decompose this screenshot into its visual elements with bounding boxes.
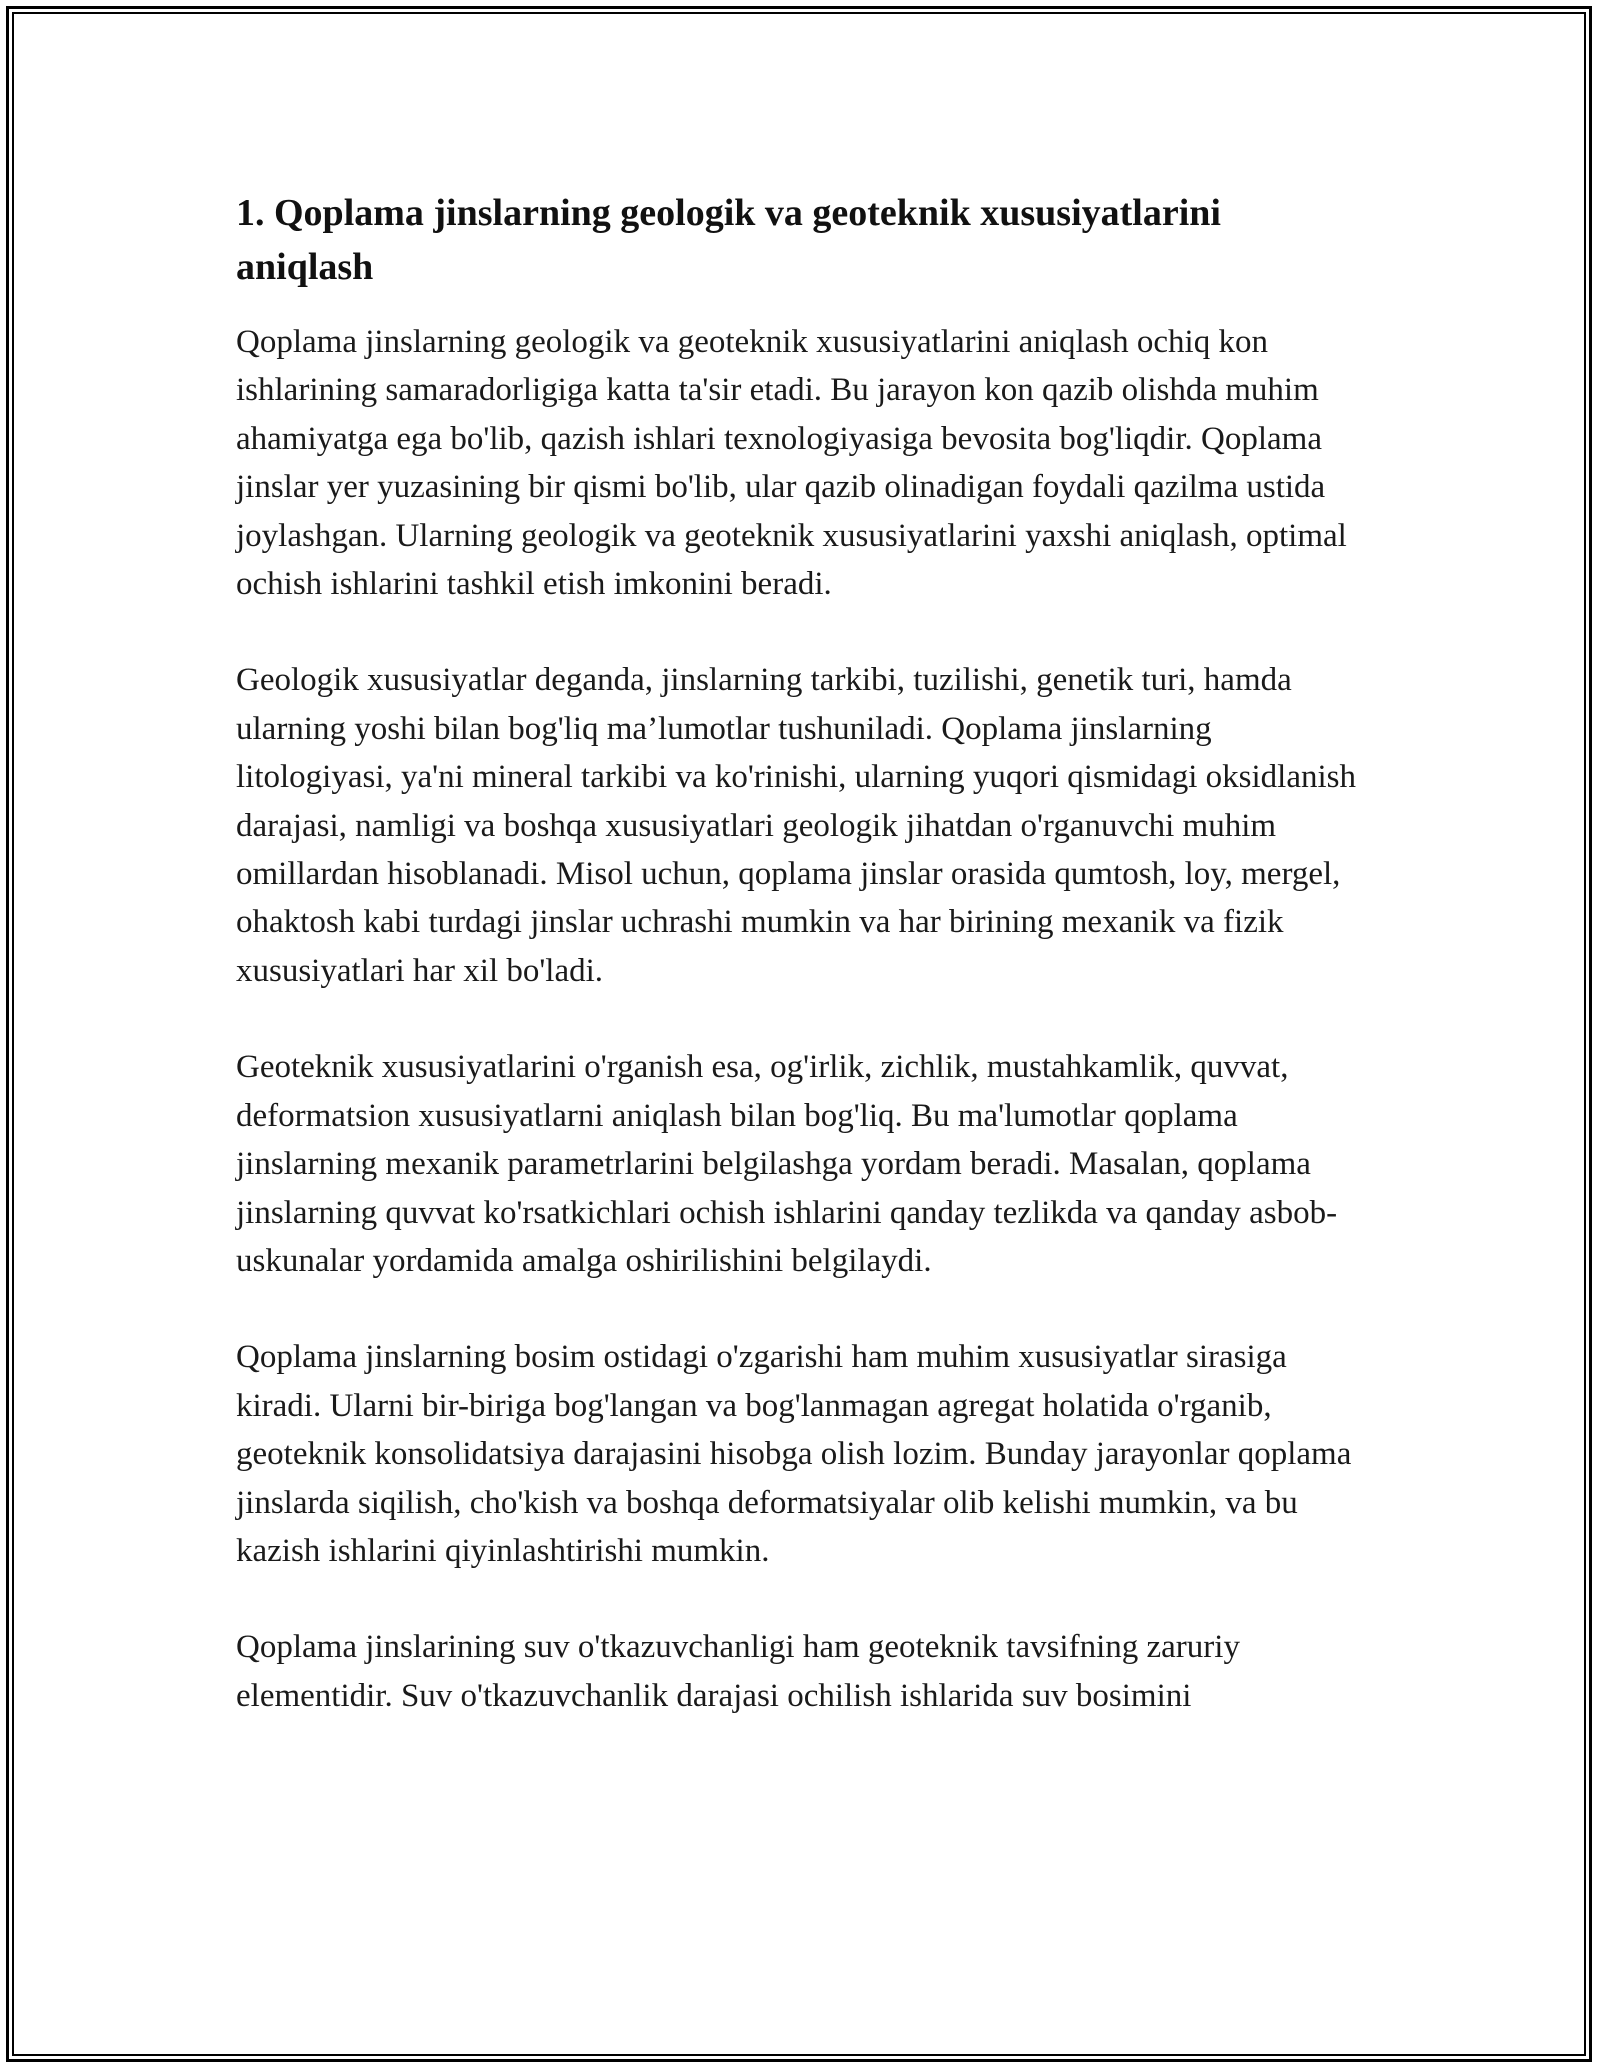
paragraph-1: Qoplama jinslarning geologik va geoteknik xususiyatlarini aniqlash ochiq kon ishlarining samaradorligiga katta ta'sir etadi. Bu jarayon kon qazib olishda muhim ahamiyatga ega bo'lib, qazish ishlari texnologiyasiga bevosita bog'liqdir. Qoplama jinslar yer yuzasining bir qismi bo'lib, ular qazib olinadigan foydali qazilma ustida joylashgan. Ularning geologik va geoteknik xususiyatlarini yaxshi aniqlash, optimal ochish ishlarini tashkil etish imkonini beradi. [236,324,1347,603]
section-heading: 1. Qoplama jinslarning geologik va geoteknik xususiyatlarini aniqlash [236,192,1221,288]
paragraph-2: Geologik xususiyatlar deganda, jinslarning tarkibi, tuzilishi, genetik turi, hamda ularning yoshi bilan bog'liq ma’lumotlar tushuniladi. Qoplama jinslarning litologiyasi, ya'ni mineral tarkibi va ko'rinishi, ularning yuqori qismidagi oksidlanish darajasi, namligi va boshqa xususiyatlari geologik jihatdan o'rganuvchi muhim omillardan hisoblanadi. Misol uchun, qoplama jinslar orasida qumtosh, loy, mergel, ohaktosh kabi turdagi jinslar uchrashi mumkin va har birining mexanik va fizik xususiyatlari har xil bo'ladi. [236,662,1357,989]
paragraph-3: Geoteknik xususiyatlarini o'rganish esa, og'irlik, zichlik, mustahkamlik, quvvat, deformatsion xususiyatlarni aniqlash bilan bog'liq. Bu ma'lumotlar qoplama jinslarning mexanik parametrlarini belgilashga yordam beradi. Masalan, qoplama jinslarning quvvat ko'rsatkichlari ochish ishlarini qanday tezlikda va qanday asbob-uskunalar yordamida amalga oshirilishini belgilaydi. [236,1049,1338,1279]
document-content [236,186,1356,1768]
paragraph-5: Qoplama jinslarining suv o'tkazuvchanligi ham geoteknik tavsifning zaruriy elementidir. Suv o'tkazuvchanlik darajasi ochilish ishlarida suv bosimini [236,1629,1240,1714]
paragraph-4: Qoplama jinslarning bosim ostidagi o'zgarishi ham muhim xususiyatlar sirasiga kiradi. Ularni bir-biriga bog'langan va bog'lanmagan agregat holatida o'rganib, geoteknik konsolidatsiya darajasini hisobga olish lozim. Bunday jarayonlar qoplama jinslarda siqilish, cho'kish va boshqa deformatsiyalar olib kelishi mumkin, va bu kazish ishlarini qiyinlashtirishi mumkin. [236,1339,1352,1569]
